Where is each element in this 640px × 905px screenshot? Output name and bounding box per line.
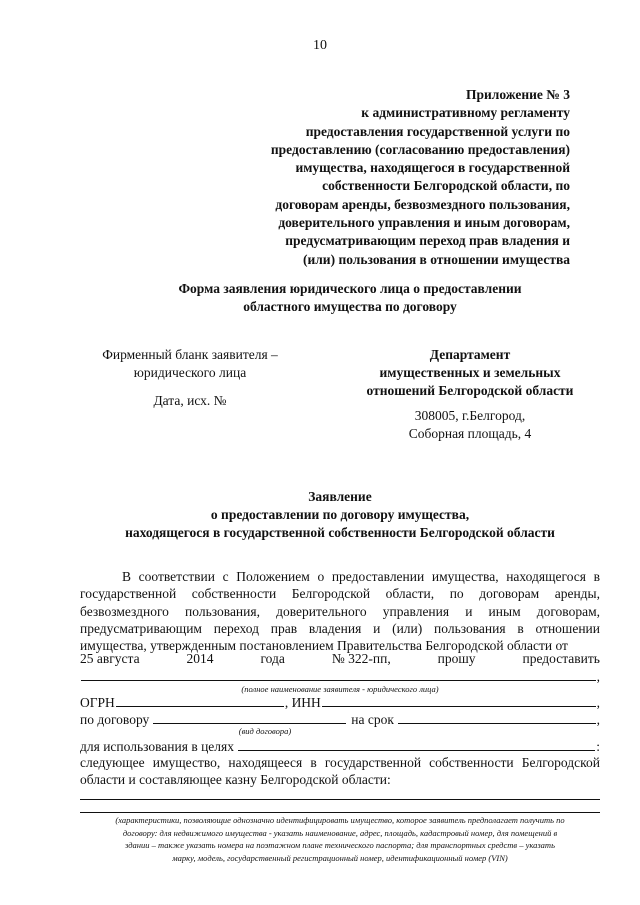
contract-term-row bbox=[80, 711, 600, 728]
recipient-line: имущественных и земельных bbox=[379, 365, 561, 380]
term-label: на срок bbox=[351, 712, 394, 727]
inn-field[interactable] bbox=[322, 694, 596, 707]
property-text: следующее имущество, находящееся в государственной собственности Белгородской области и составляющее казну Белгородской области: bbox=[80, 755, 600, 788]
contract-type-caption: (вид договора) bbox=[238, 726, 292, 736]
purpose-row bbox=[80, 738, 600, 755]
property-footnote bbox=[80, 814, 600, 864]
appendix-line: предоставлению (согласованию предоставления) bbox=[270, 141, 570, 157]
form-title bbox=[60, 280, 640, 316]
applicant-letterhead bbox=[60, 346, 320, 382]
decree-date: 25 августа bbox=[80, 651, 140, 666]
contract-type-field[interactable] bbox=[153, 711, 346, 724]
recipient-line: Департамент bbox=[429, 347, 511, 362]
footnote-line: здании – также указать номера на поэтажном плане технического паспорта; для транспортных средств – указать bbox=[125, 840, 555, 850]
term-field[interactable] bbox=[398, 711, 596, 724]
decree-number: № 322-пп, bbox=[331, 651, 391, 666]
ogrn-field[interactable] bbox=[116, 694, 284, 707]
inn-label: , ИНН bbox=[284, 695, 321, 710]
appendix-line: договорам аренды, безвозмездного пользования, bbox=[275, 196, 570, 212]
recipient-department bbox=[340, 346, 600, 400]
provide-word: предоставить bbox=[522, 651, 600, 666]
form-title-line: Форма заявления юридического лица о предоставлении bbox=[178, 281, 522, 296]
form-title-line: областного имущества по договору bbox=[243, 299, 457, 314]
page-number: 10 bbox=[313, 38, 327, 53]
recipient-line: отношений Белгородской области bbox=[366, 383, 574, 398]
comma: , bbox=[596, 669, 600, 684]
appendix-line: доверительного управления и иным договорам, bbox=[278, 215, 570, 231]
ogrn-label: ОГРН bbox=[80, 695, 115, 710]
appendix-header bbox=[250, 86, 570, 269]
statement-line: о предоставлении по договору имущества, bbox=[210, 507, 470, 522]
date-decree-line bbox=[80, 651, 600, 667]
property-description-line-1[interactable] bbox=[80, 799, 600, 800]
body-paragraph-text: В соответствии с Положением о предоставлении имущества, находящегося в государственной собственности Белгородской области, по договорам аренды, безвозмездного пользования, доверительного управления и иным договорам, предусматривающим переход прав владения и (или) пользования в отношении имущества, утвержденным постановлением Правительства Белгородской области от bbox=[80, 569, 600, 654]
ogrn-inn-row bbox=[80, 694, 600, 711]
address-line: 308005, г.Белгород, bbox=[414, 408, 526, 423]
body-paragraph bbox=[80, 568, 600, 654]
purpose-field[interactable] bbox=[238, 738, 595, 751]
purpose-label: для использования в целях bbox=[80, 739, 234, 754]
footnote-line: договору: для недвижимого имущества - указать наименование, адрес, площадь, кадастровый номер, для помещений в bbox=[122, 827, 558, 838]
statement-title bbox=[40, 488, 640, 542]
appendix-line: Приложение № 3 bbox=[466, 87, 570, 102]
decree-year-word: года bbox=[260, 651, 285, 666]
appendix-line: к административному регламенту bbox=[361, 105, 570, 121]
applicant-name-field[interactable] bbox=[80, 668, 600, 685]
statement-line: находящегося в государственной собственности Белгородской области bbox=[125, 525, 555, 540]
appendix-line: собственности Белгородской области, по bbox=[322, 178, 570, 194]
footnote-line: (характеристики, позволяющие однозначно идентифицировать имущество, которое заявитель предполагает получить по bbox=[115, 815, 565, 825]
letterhead-line: юридического лица bbox=[133, 365, 247, 380]
address-line: Соборная площадь, 4 bbox=[408, 426, 532, 441]
colon: : bbox=[596, 739, 600, 754]
contract-label: по договору bbox=[80, 712, 150, 727]
letterhead-line: Фирменный бланк заявителя – bbox=[102, 347, 278, 362]
decree-year: 2014 bbox=[186, 651, 214, 666]
comma: , bbox=[596, 695, 600, 710]
date-ref-label: Дата, исх. № bbox=[153, 393, 227, 408]
appendix-line: предусматривающим переход прав владения и bbox=[285, 233, 570, 249]
statement-line: Заявление bbox=[308, 489, 372, 504]
appendix-line: предоставления государственной услуги по bbox=[305, 123, 570, 139]
appendix-line: имущества, находящегося в государственной bbox=[295, 160, 570, 176]
recipient-address bbox=[340, 407, 600, 443]
request-word: прошу bbox=[437, 651, 476, 666]
applicant-name-caption: (полное наименование заявителя - юридического лица) bbox=[241, 684, 439, 694]
footnote-line: марку, модель, государственный регистрационный номер, идентификационный номер (VIN) bbox=[172, 852, 508, 863]
property-description-line-2[interactable] bbox=[80, 812, 600, 813]
applicant-name-line[interactable] bbox=[81, 668, 596, 681]
comma: , bbox=[596, 712, 600, 727]
appendix-line: (или) пользования в отношении имущества bbox=[302, 251, 570, 267]
